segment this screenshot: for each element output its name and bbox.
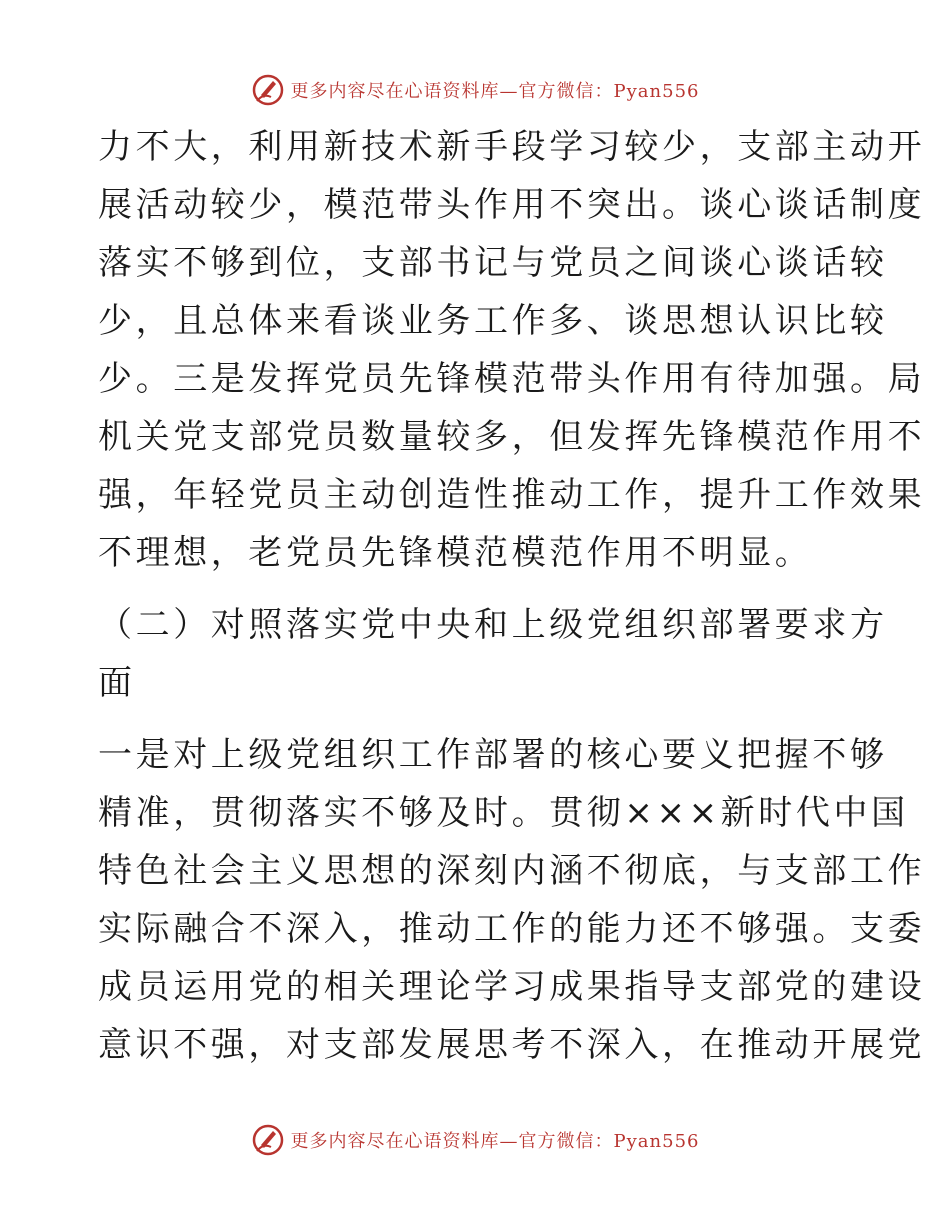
- document-body: [98, 118, 926, 1074]
- text-line: 精准，贯彻落实不够及时。贯彻×××新时代中国: [98, 793, 909, 833]
- watermark-text: 更多内容尽在心语资料库—官方微信：Pyan556: [290, 81, 700, 102]
- text-line: 成员运用党的相关理论学习成果指导支部党的建设: [98, 967, 926, 1007]
- text-line: 少。三是发挥党员先锋模范带头作用有待加强。局: [98, 359, 926, 399]
- text-line: 强，年轻党员主动创造性推动工作，提升工作效果: [98, 475, 926, 515]
- text-line: 一是对上级党组织工作部署的核心要义把握不够: [98, 735, 888, 775]
- footer-watermark: [0, 1122, 950, 1158]
- text-line: 力不大，利用新技术新手段学习较少，支部主动开: [98, 127, 926, 167]
- text-line: 不理想，老党员先锋模范模范作用不明显。: [98, 533, 813, 573]
- paragraph-1: [98, 118, 926, 582]
- heading-line: 面: [98, 663, 136, 703]
- paragraph-2: [98, 726, 926, 1074]
- text-line: 特色社会主义思想的深刻内涵不彻底，与支部工作: [98, 851, 926, 891]
- text-line: 机关党支部党员数量较多，但发挥先锋模范作用不: [98, 417, 926, 457]
- text-line: 展活动较少，模范带头作用不突出。谈心谈话制度: [98, 185, 926, 225]
- section-heading: [98, 596, 888, 712]
- text-line: 意识不强，对支部发展思考不深入，在推动开展党: [98, 1025, 926, 1065]
- text-line: 少，且总体来看谈业务工作多、谈思想认识比较: [98, 301, 888, 341]
- brand-logo-icon: [251, 1123, 285, 1157]
- watermark-text: 更多内容尽在心语资料库—官方微信：Pyan556: [290, 1131, 700, 1152]
- brand-logo-icon: [251, 73, 285, 107]
- text-line: 实际融合不深入，推动工作的能力还不够强。支委: [98, 909, 926, 949]
- text-line: 落实不够到位，支部书记与党员之间谈心谈话较: [98, 243, 888, 283]
- header-watermark: [0, 72, 950, 108]
- heading-line: （二）对照落实党中央和上级党组织部署要求方: [98, 605, 888, 645]
